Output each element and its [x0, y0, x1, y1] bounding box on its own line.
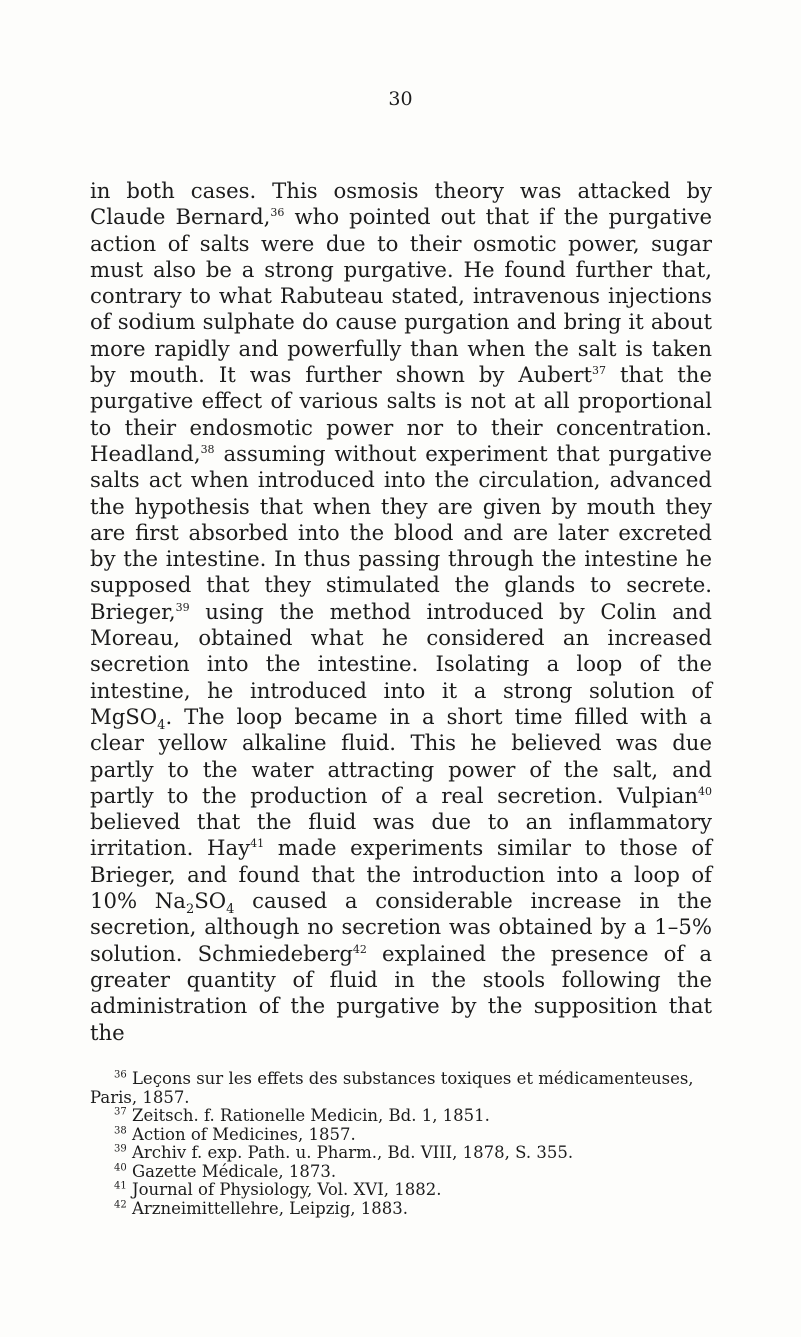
footnote [90, 1181, 712, 1200]
footnotes [90, 1070, 712, 1218]
text-segment: using the method introduced by Colin and Moreau, obtained what he considered an increased secretion into the intestine. Isolating a loop of the intestine, he introduced into it a strong solution of MgSO [90, 598, 712, 729]
footnote-reference: 37 [592, 364, 607, 378]
footnote-reference: 39 [175, 600, 190, 614]
text-segment: in both cases. This osmosis theory was attacked by Claude Bernard, [90, 178, 712, 230]
footnote-reference: 38 [200, 442, 215, 456]
page-number: 30 [388, 88, 413, 110]
footnote-number: 41 [114, 1180, 127, 1192]
text-segment: believed that the fluid was due to an inflammatory irritation. Hay [90, 809, 712, 861]
footnote-number: 37 [114, 1106, 127, 1118]
footnote-text: Zeitsch. f. Rationelle Medicin, Bd. 1, 1851. [126, 1106, 490, 1125]
chemical-subscript: 4 [157, 718, 166, 734]
text-segment: . The loop became in a short time filled with a clear yellow alkaline fluid. This he believed was due partly to the water attracting power of the salt, and partly to the production of a real secretion. Vulpian [90, 703, 712, 808]
text-segment: that the purgative effect of various salts is not at all proportional to their endosmotic power nor to their concentration. Headland, [90, 362, 712, 466]
footnote-text: Archiv f. exp. Path. u. Pharm., Bd. VIII, 1878, S. 355. [126, 1143, 574, 1162]
footnote-text: Journal of Physiology, Vol. XVI, 1882. [126, 1180, 442, 1199]
footnote-number: 36 [114, 1069, 127, 1081]
footnote-text: Gazette Médicale, 1873. [126, 1161, 337, 1181]
text-segment: assuming without experiment that purgative salts act when introduced into the circulation, advanced the hypothesis that when they are given by mouth they are first absorbed into the blood and are later excreted by the intestine. In thus passing through the intestine he supposed that they stimulated the glands to secrete. Brieger, [90, 440, 712, 624]
footnote-number: 38 [114, 1125, 127, 1136]
body-paragraph [90, 178, 712, 1046]
footnote [90, 1200, 712, 1219]
footnote [90, 1070, 712, 1107]
footnote [90, 1107, 712, 1126]
footnote-reference: 36 [270, 206, 285, 220]
chemical-subscript: 2 [185, 902, 195, 918]
footnote [90, 1163, 712, 1182]
footnote [90, 1126, 712, 1145]
footnote-reference: 42 [352, 942, 367, 956]
text-segment: explained the presence of a greater quantity of fluid in the stools following the administration of the purgative by the supposition that the [90, 940, 712, 1045]
footnote-number: 42 [114, 1199, 127, 1210]
footnote-text: Leçons sur les effets des substances toxiques et médicamenteuses, Paris, 1857. [90, 1069, 694, 1107]
text-segment: SO [194, 888, 227, 914]
footnote-text: Action of Medicines, 1857. [126, 1124, 356, 1144]
chemical-subscript: 4 [226, 902, 235, 918]
footnote-number: 39 [114, 1143, 127, 1155]
text-segment: caused a considerable increase in the secretion, although no secretion was obtained by a 1–5% solution. Schmiedeberg [90, 888, 713, 966]
text-segment: who pointed out that if the purgative action of salts were due to their osmotic power, sugar must also be a strong purgative. He found further that, contrary to what Rabuteau stated, intravenous injections of sodium sulphate do cause purgation and bring it about more rapidly and powerfully than when the salt is taken by mouth. It was further shown by Aubert [90, 204, 712, 388]
footnote-number: 40 [114, 1162, 127, 1173]
text-segment: made experiments similar to those of Brieger, and found that the introduction into a loop of 10% Na [90, 835, 712, 914]
footnote-reference: 41 [250, 837, 265, 851]
footnote-text: Arzneimittellehre, Leipzig, 1883. [126, 1198, 408, 1218]
footnote [90, 1144, 712, 1163]
footnote-reference: 40 [698, 784, 712, 798]
